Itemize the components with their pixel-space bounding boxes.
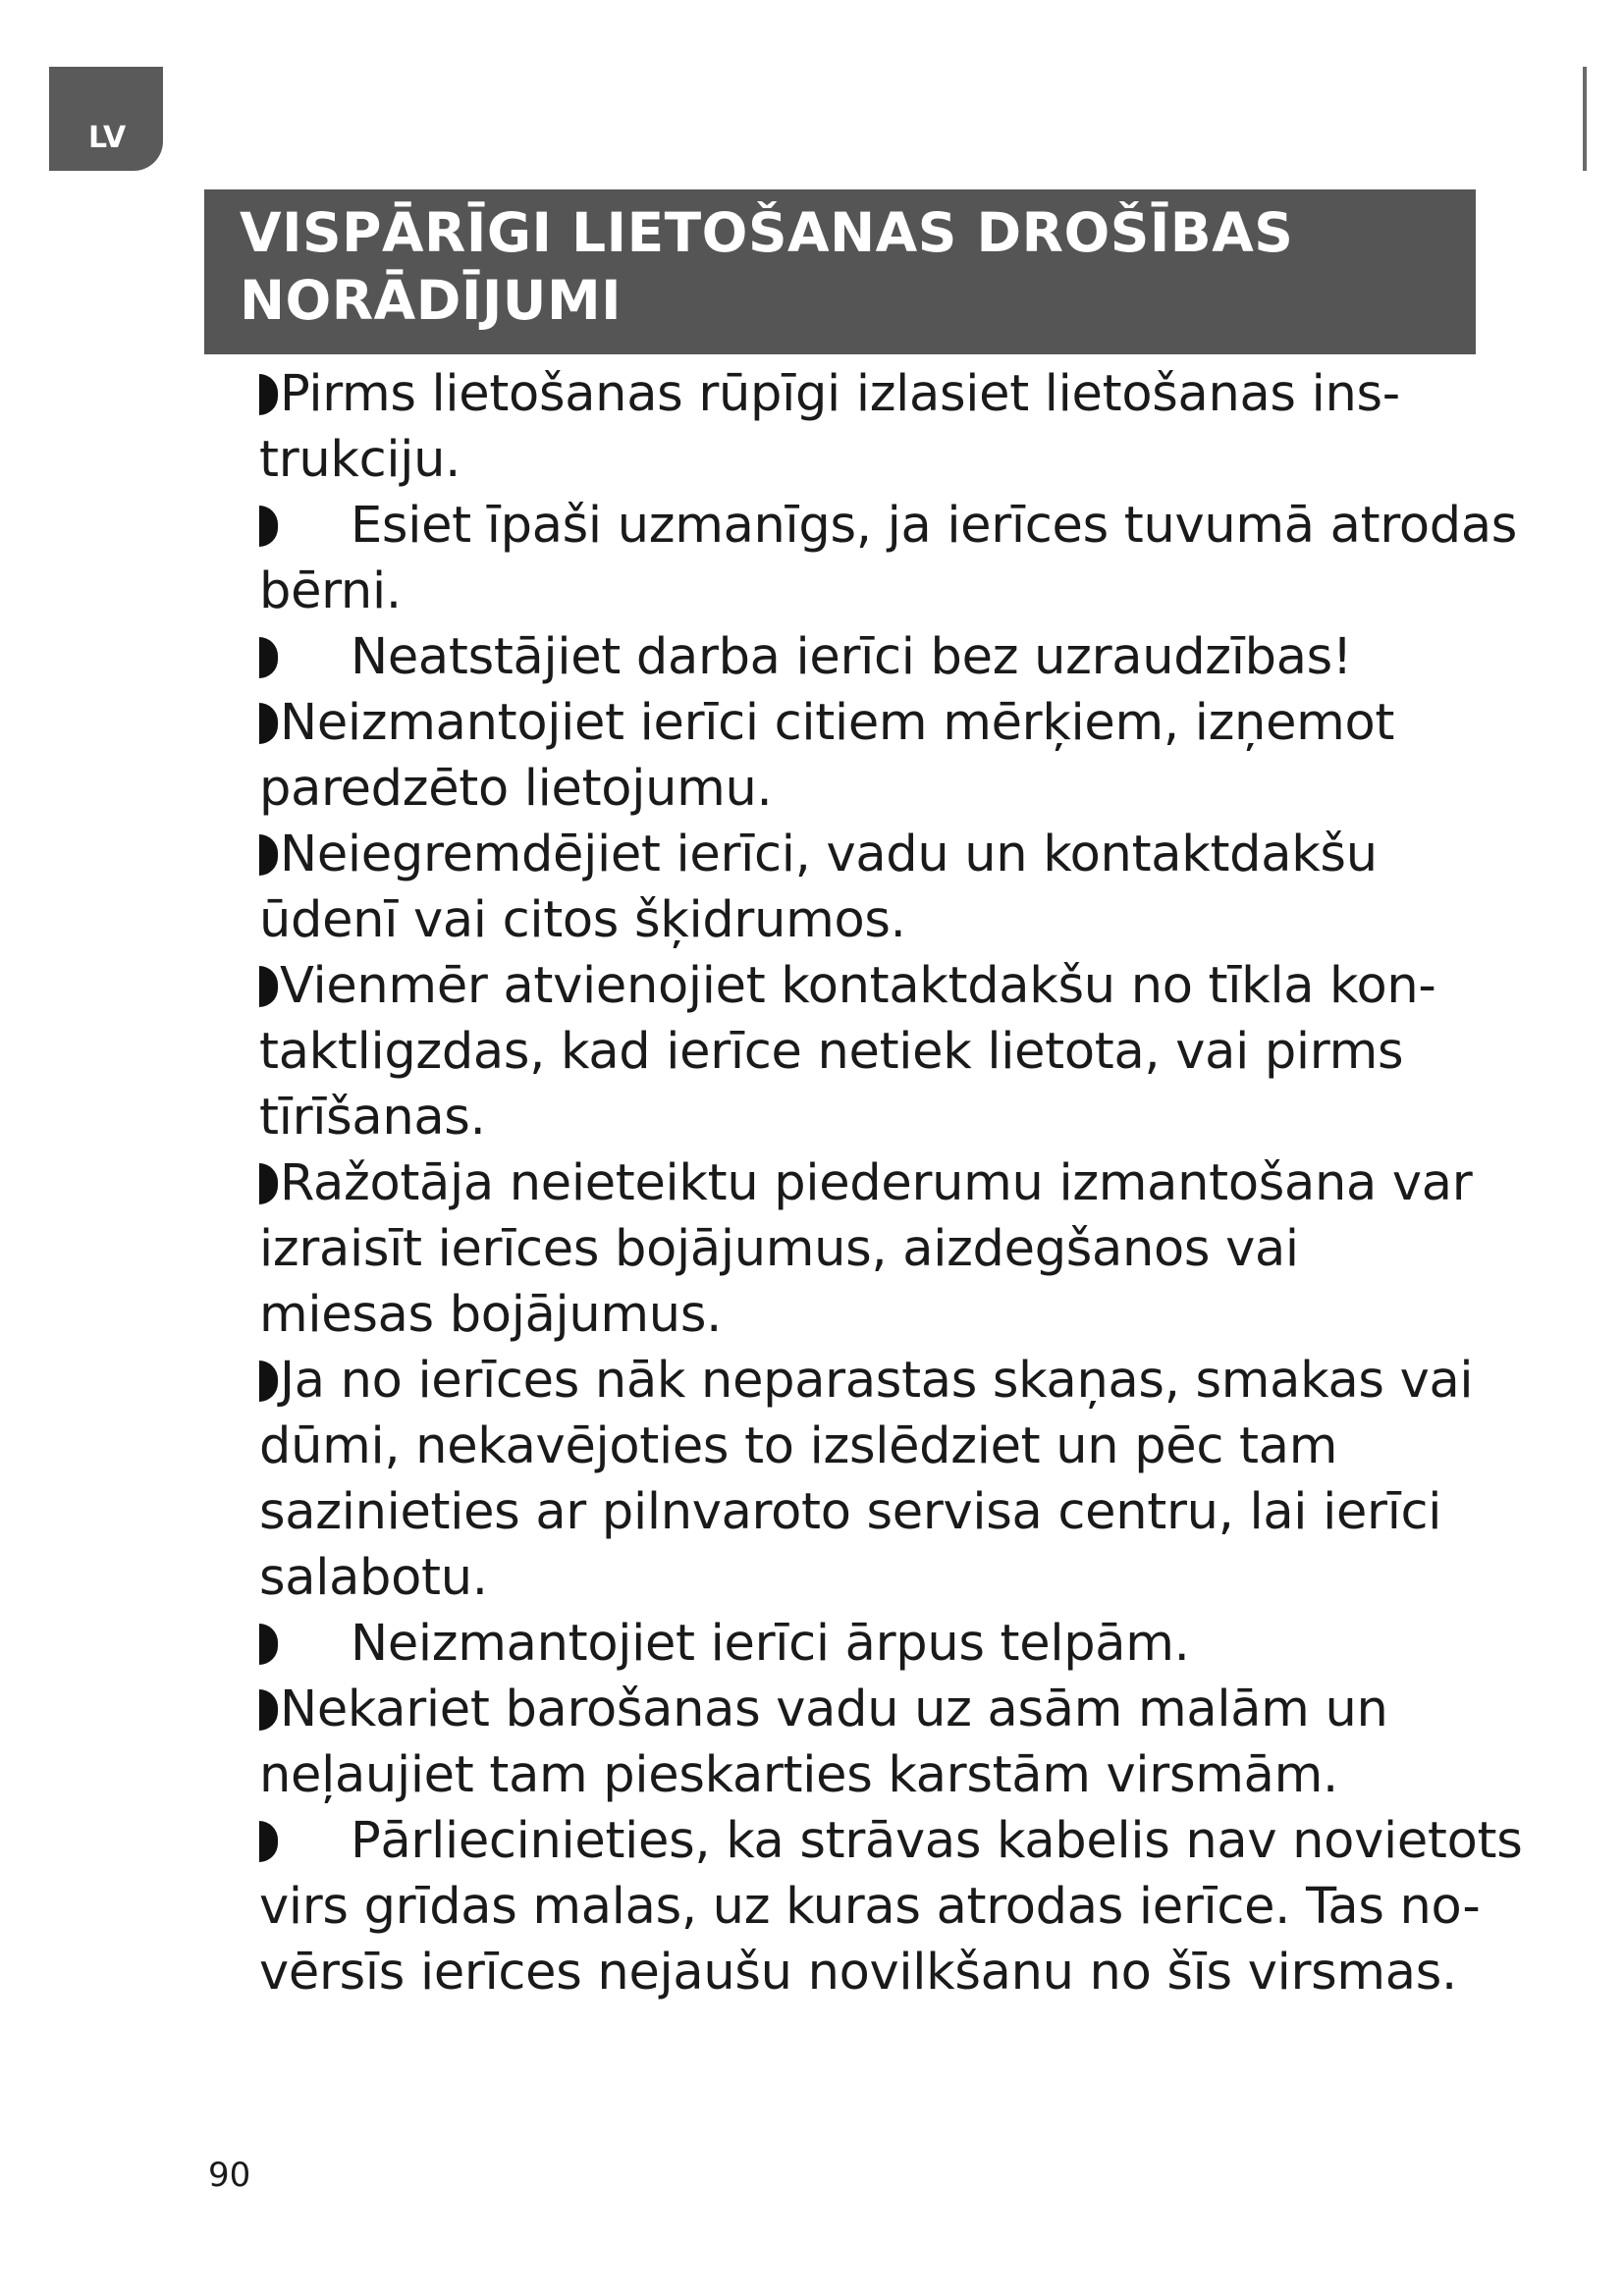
list-item-text: Neizmantojiet ierīci citiem mērķiem, izņemot paredzēto lietojumu. xyxy=(259,694,1395,818)
list-item-text: Pirms lietošanas rūpīgi izlasiet lietošanas ins-trukciju. xyxy=(259,365,1400,489)
list-item-text: Neizmantojiet ierīci ārpus telpām. xyxy=(351,1615,1190,1673)
list-item xyxy=(259,1611,1575,1677)
list-item-text: Neatstājiet darba ierīci bez uzraudzības! xyxy=(351,628,1353,686)
bullet-icon xyxy=(259,1821,278,1862)
language-code: LV xyxy=(88,121,127,155)
list-item xyxy=(259,1150,1482,1348)
bullet-icon xyxy=(259,506,278,547)
list-item-text: Vienmēr atvienojiet kontaktdakšu no tīkla kon-taktligzdas, kad ierīce netiek lietota, vai pirms tīrīšanas. xyxy=(259,957,1436,1147)
bullet-icon xyxy=(259,637,278,678)
section-title: VISPĀRĪGI LIETOŠANAS DROŠĪBAS NORĀDĪJUMI xyxy=(240,201,1294,332)
safety-instructions-list xyxy=(259,361,1575,2005)
list-item xyxy=(259,690,1482,822)
bullet-icon xyxy=(259,1163,278,1204)
list-item-text: Esiet īpaši uzmanīgs, ja ierīces tuvumā atrodas bērni. xyxy=(259,497,1518,620)
list-item-text: Ja no ierīces nāk neparastas skaņas, smakas vai dūmi, nekavējoties to izslēdziet un pēc tam sazinieties ar pilnvaroto servisa centru, lai ierīci salabotu. xyxy=(259,1352,1474,1607)
bullet-icon xyxy=(259,1689,278,1731)
bullet-icon xyxy=(259,834,278,876)
list-item xyxy=(259,1348,1482,1611)
bullet-icon xyxy=(259,703,278,744)
list-item-text: Ražotāja neieteiktu piederumu izmantošana var izraisīt ierīces bojājumus, aizdegšanos vai miesas bojājumus. xyxy=(259,1154,1473,1344)
list-item-text: Pārliecinieties, ka strāvas kabelis nav novietots virs grīdas malas, uz kuras atrodas ierīce. Tas no-vērsīs ierīces nejaušu novilkšanu no šīs virsmas. xyxy=(259,1812,1523,2002)
bullet-icon xyxy=(259,1624,278,1665)
language-tab xyxy=(49,67,163,171)
list-item xyxy=(259,1808,1575,2005)
section-header xyxy=(204,189,1476,354)
list-item xyxy=(259,361,1482,493)
list-item-text: Neiegremdējiet ierīci, vadu un kontaktdakšu ūdenī vai citos šķidrumos. xyxy=(259,826,1378,949)
list-item xyxy=(259,953,1482,1150)
page-number: 90 xyxy=(208,2156,251,2195)
bullet-icon xyxy=(259,374,278,415)
bullet-icon xyxy=(259,966,278,1007)
bullet-icon xyxy=(259,1361,278,1402)
list-item xyxy=(259,624,1575,690)
list-item xyxy=(259,493,1575,624)
page-edge-marker xyxy=(1583,67,1587,171)
list-item xyxy=(259,822,1482,953)
list-item-text: Nekariet barošanas vadu uz asām malām un neļaujiet tam pieskarties karstām virsmām. xyxy=(259,1681,1388,1804)
list-item xyxy=(259,1677,1482,1808)
